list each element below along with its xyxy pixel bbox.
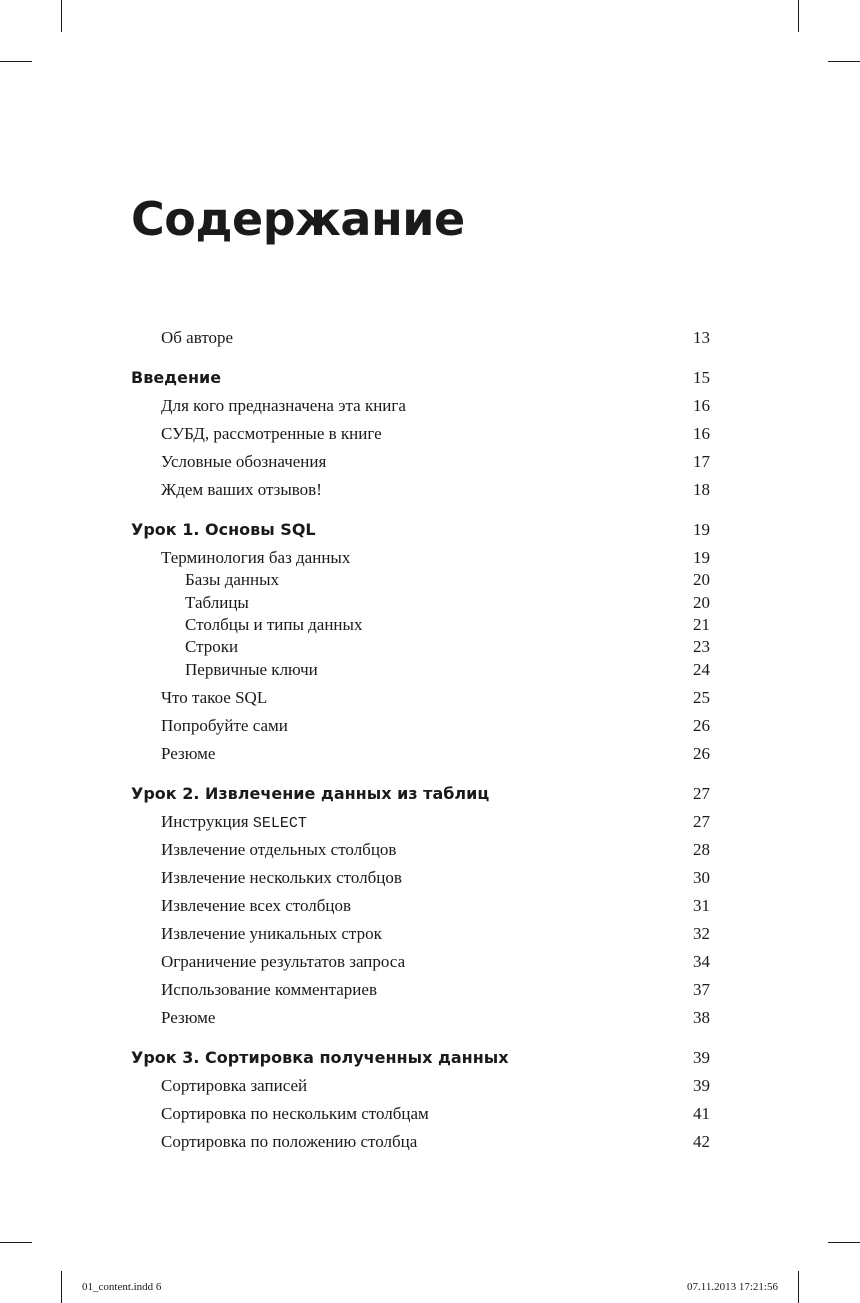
slug-timestamp: 07.11.2013 17:21:56 bbox=[687, 1281, 778, 1293]
toc-page-number: 25 bbox=[693, 687, 710, 707]
toc-entry bbox=[0, 422, 860, 446]
toc-entry-title bbox=[161, 810, 307, 836]
toc-entry-title bbox=[161, 450, 326, 474]
toc-entry-text: Использование комментариев bbox=[161, 979, 377, 999]
toc-entry-title bbox=[161, 546, 350, 570]
toc-entry-title bbox=[185, 568, 279, 592]
toc-entry-title bbox=[161, 866, 402, 890]
toc-entry-title bbox=[161, 1074, 307, 1098]
toc-page-number: 18 bbox=[693, 480, 710, 499]
toc-page-number: 27 bbox=[693, 811, 710, 831]
toc-page-number: 38 bbox=[693, 1007, 710, 1027]
page-title: Содержание bbox=[131, 192, 465, 246]
toc-entry-text: Условные обозначения bbox=[161, 452, 327, 471]
toc-entry-text: Резюме bbox=[161, 743, 216, 763]
toc-page-number: 26 bbox=[693, 715, 710, 735]
toc-entry-text: СУБД, рассмотренные в книге bbox=[161, 424, 382, 443]
toc-page-number: 16 bbox=[693, 396, 710, 415]
toc-entry-title bbox=[161, 686, 267, 710]
toc-entry-text: Терминология баз данных bbox=[161, 548, 351, 567]
toc-entry-text: Введение bbox=[131, 368, 222, 387]
toc-page-number: 19 bbox=[693, 548, 710, 567]
toc-page-number: 16 bbox=[693, 424, 710, 443]
toc-entry-title bbox=[161, 326, 233, 350]
toc-entry bbox=[0, 838, 860, 862]
toc-entry bbox=[0, 591, 860, 615]
toc-entry-text: Попробуйте сами bbox=[161, 715, 288, 735]
toc-entry-title bbox=[185, 658, 318, 682]
toc-entry-title bbox=[161, 950, 405, 974]
toc-page-number: 13 bbox=[693, 328, 710, 347]
toc-entry-title bbox=[131, 366, 221, 390]
toc-entry-text: Извлечение всех столбцов bbox=[161, 895, 352, 915]
toc-entry-text: Резюме bbox=[161, 1007, 216, 1027]
toc-page-number: 27 bbox=[693, 783, 710, 803]
toc-entry bbox=[0, 810, 860, 834]
toc-entry-text: Первичные ключи bbox=[185, 659, 318, 679]
toc-entry bbox=[0, 1006, 860, 1030]
toc-entry-title bbox=[161, 394, 406, 418]
toc-entry-title bbox=[161, 1130, 417, 1154]
toc-entry-text: Ждем ваших отзывов! bbox=[161, 480, 322, 499]
toc-page-number: 28 bbox=[693, 839, 710, 859]
toc-entry-code: SELECT bbox=[252, 814, 307, 832]
toc-entry-text: Извлечение уникальных строк bbox=[161, 923, 382, 943]
toc-page-number: 24 bbox=[693, 659, 710, 679]
toc-entry bbox=[0, 1130, 860, 1154]
toc-page-number: 32 bbox=[693, 923, 710, 943]
toc-entry-text: Базы данных bbox=[185, 570, 280, 590]
toc-entry-text: Строки bbox=[185, 637, 239, 657]
toc-entry bbox=[0, 1102, 860, 1126]
toc-entry bbox=[0, 568, 860, 592]
toc-entry-title bbox=[161, 714, 288, 738]
toc-entry bbox=[0, 635, 860, 659]
toc-chapter bbox=[0, 782, 860, 806]
toc-entry bbox=[0, 613, 860, 637]
toc-entry-title bbox=[161, 1006, 215, 1030]
toc-page-number: 15 bbox=[693, 368, 710, 387]
toc-page-number: 41 bbox=[693, 1103, 710, 1123]
toc-entry-title bbox=[161, 478, 322, 502]
toc-entry bbox=[0, 866, 860, 890]
toc-entry-text: Таблицы bbox=[185, 592, 249, 612]
toc-entry-title bbox=[161, 922, 382, 946]
slug-file-info: 01_content.indd 6 bbox=[82, 1281, 162, 1293]
toc-entry-text: Инструкция bbox=[161, 811, 253, 831]
toc-entry-text: Ограничение результатов запроса bbox=[161, 951, 406, 971]
toc-page-number: 23 bbox=[693, 637, 710, 657]
toc-page-number: 30 bbox=[693, 867, 710, 887]
toc-entry-title bbox=[131, 782, 489, 806]
toc-chapter bbox=[0, 366, 860, 390]
toc-entry-text: Сортировка по положению столбца bbox=[161, 1131, 418, 1151]
toc-page-number: 42 bbox=[693, 1131, 710, 1151]
toc-page-number: 21 bbox=[693, 614, 710, 634]
toc-chapter bbox=[0, 1046, 860, 1070]
toc-entry bbox=[0, 714, 860, 738]
toc-entry bbox=[0, 546, 860, 570]
toc-page-number: 19 bbox=[693, 520, 710, 539]
toc-entry-text: Об авторе bbox=[161, 328, 234, 347]
toc-entry-text: Сортировка по нескольким столбцам bbox=[161, 1103, 429, 1123]
toc-page-number: 39 bbox=[693, 1075, 710, 1095]
toc-entry-title bbox=[161, 838, 396, 862]
toc-entry-text: Извлечение нескольких столбцов bbox=[161, 867, 402, 887]
toc-entry-text: Для кого предназначена эта книга bbox=[161, 396, 406, 415]
toc-entry-text: Урок 3. Сортировка полученных данных bbox=[131, 1047, 509, 1067]
toc-entry-title bbox=[161, 1102, 429, 1126]
toc-entry-title bbox=[131, 518, 316, 542]
toc-entry bbox=[0, 326, 860, 350]
toc-entry bbox=[0, 686, 860, 710]
toc-page-number: 39 bbox=[693, 1047, 710, 1067]
toc-entry-title bbox=[131, 1046, 509, 1070]
toc-page-number: 20 bbox=[693, 592, 710, 612]
toc-entry bbox=[0, 450, 860, 474]
toc-page-number: 34 bbox=[693, 951, 710, 971]
toc-page-number: 31 bbox=[693, 895, 710, 915]
toc-entry-text: Урок 1. Основы SQL bbox=[131, 520, 316, 539]
toc-page-number: 37 bbox=[693, 979, 710, 999]
toc-entry-text: Урок 2. Извлечение данных из таблиц bbox=[131, 783, 490, 803]
toc-entry-text: Сортировка записей bbox=[161, 1075, 308, 1095]
toc-entry bbox=[0, 478, 860, 502]
toc-entry bbox=[0, 394, 860, 418]
toc-entry bbox=[0, 950, 860, 974]
toc-entry-title bbox=[185, 613, 362, 637]
toc-page-number: 17 bbox=[693, 452, 710, 471]
toc-entry bbox=[0, 742, 860, 766]
toc-entry-title bbox=[185, 635, 238, 659]
toc-entry bbox=[0, 922, 860, 946]
toc-entry bbox=[0, 658, 860, 682]
toc-page-number: 20 bbox=[693, 570, 710, 590]
toc-chapter bbox=[0, 518, 860, 542]
toc-entry-title bbox=[185, 591, 249, 615]
toc-entry-title bbox=[161, 742, 215, 766]
toc-entry-title bbox=[161, 422, 382, 446]
toc-entry-text: Извлечение отдельных столбцов bbox=[161, 839, 397, 859]
toc-entry-text: Столбцы и типы данных bbox=[185, 614, 363, 634]
toc-page-number: 26 bbox=[693, 743, 710, 763]
toc-entry-title bbox=[161, 894, 351, 918]
toc-entry-text: Что такое SQL bbox=[161, 687, 268, 707]
toc-entry-title bbox=[161, 978, 377, 1002]
toc-entry bbox=[0, 978, 860, 1002]
toc-entry bbox=[0, 1074, 860, 1098]
toc-entry bbox=[0, 894, 860, 918]
